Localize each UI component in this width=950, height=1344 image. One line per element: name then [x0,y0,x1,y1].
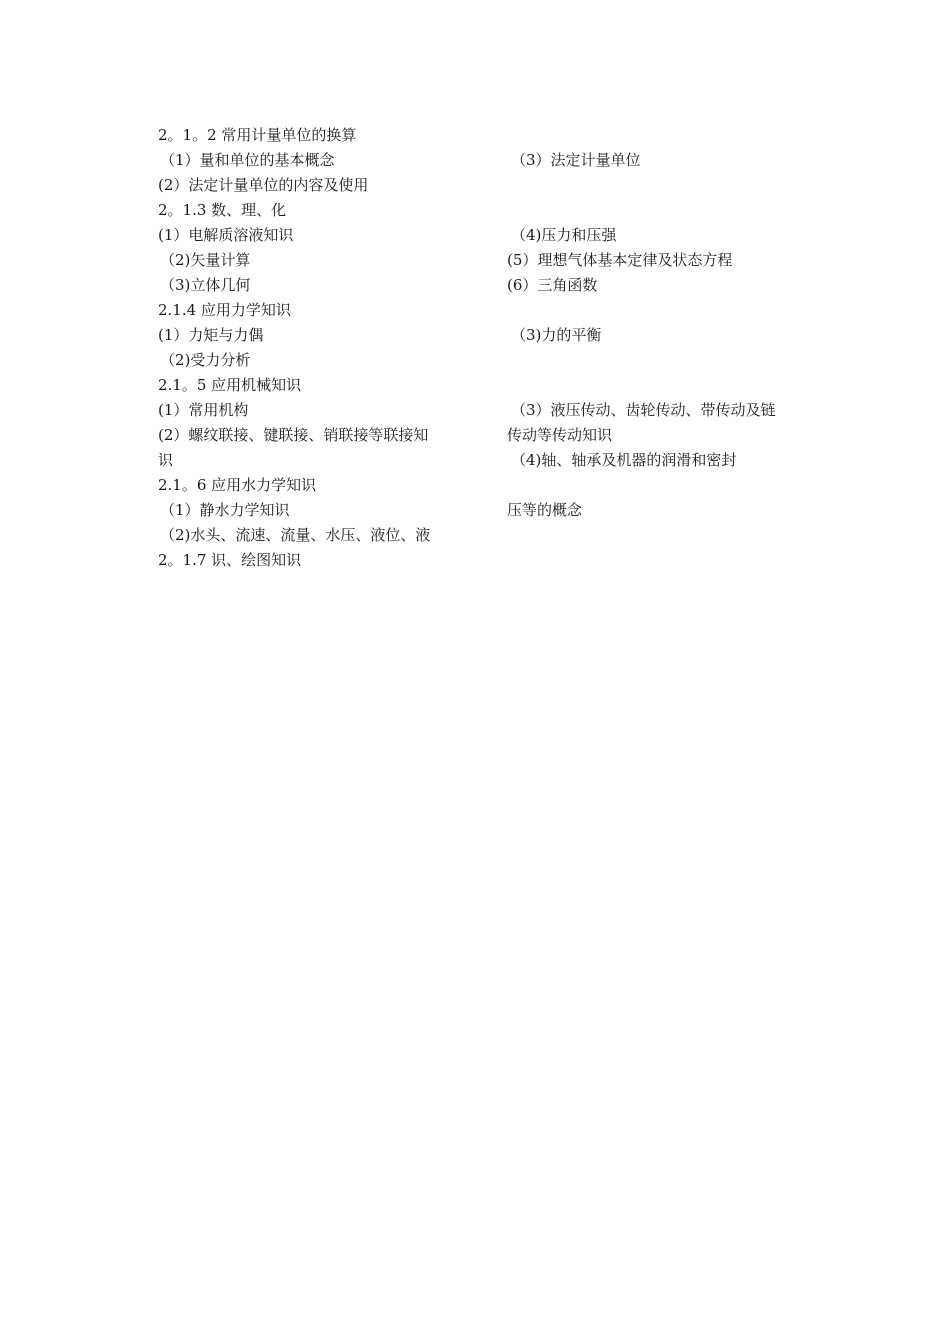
item-trig: (6）三角函数 [507,276,598,294]
item-transmission-cont: 传动等传动知识 [507,426,613,444]
section-heading-2-1-6: 2.1。6 应用水力学知识 [158,476,317,494]
section-heading-2-1-2: 2。1。2 常用计量单位的换算 [158,126,357,144]
item-quantity-unit-concept: （1）量和单位的基本概念 [160,151,335,169]
item-legal-units: （3）法定计量单位 [511,151,641,169]
item-transmission: （3）液压传动、齿轮传动、带传动及链 [511,401,776,419]
item-lubrication: （4)轴、轴承及机器的润滑和密封 [511,451,737,469]
item-head-flow: （2)水头、流速、流量、水压、液位、液 [160,526,431,544]
item-vector: （2)矢量计算 [160,251,251,269]
section-heading-2-1-4: 2.1.4 应用力学知识 [158,301,291,319]
item-pressure-concept-cont: 压等的概念 [507,501,583,519]
item-solid-geometry: （3)立体几何 [160,276,251,294]
item-ideal-gas: (5）理想气体基本定律及状态方程 [507,251,733,269]
item-common-mechanisms: (1）常用机构 [158,401,249,419]
section-heading-2-1-3: 2。1.3 数、理、化 [158,201,287,219]
item-legal-units-content: (2）法定计量单位的内容及使用 [158,176,369,194]
item-pressure: （4)压力和压强 [511,226,617,244]
section-heading-2-1-5: 2.1。5 应用机械知识 [158,376,302,394]
section-heading-2-1-7: 2。1.7 识、绘图知识 [158,551,302,569]
item-force-analysis: （2)受力分析 [160,351,251,369]
item-hydrostatics: （1）静水力学知识 [160,501,290,519]
item-electrolyte: (1）电解质溶液知识 [158,226,294,244]
item-force-balance: （3)力的平衡 [511,326,602,344]
item-moment-couple: (1）力矩与力偶 [158,326,264,344]
item-joints: (2）螺纹联接、键联接、销联接等联接知 [158,426,429,444]
item-joints-cont: 识 [158,451,174,469]
